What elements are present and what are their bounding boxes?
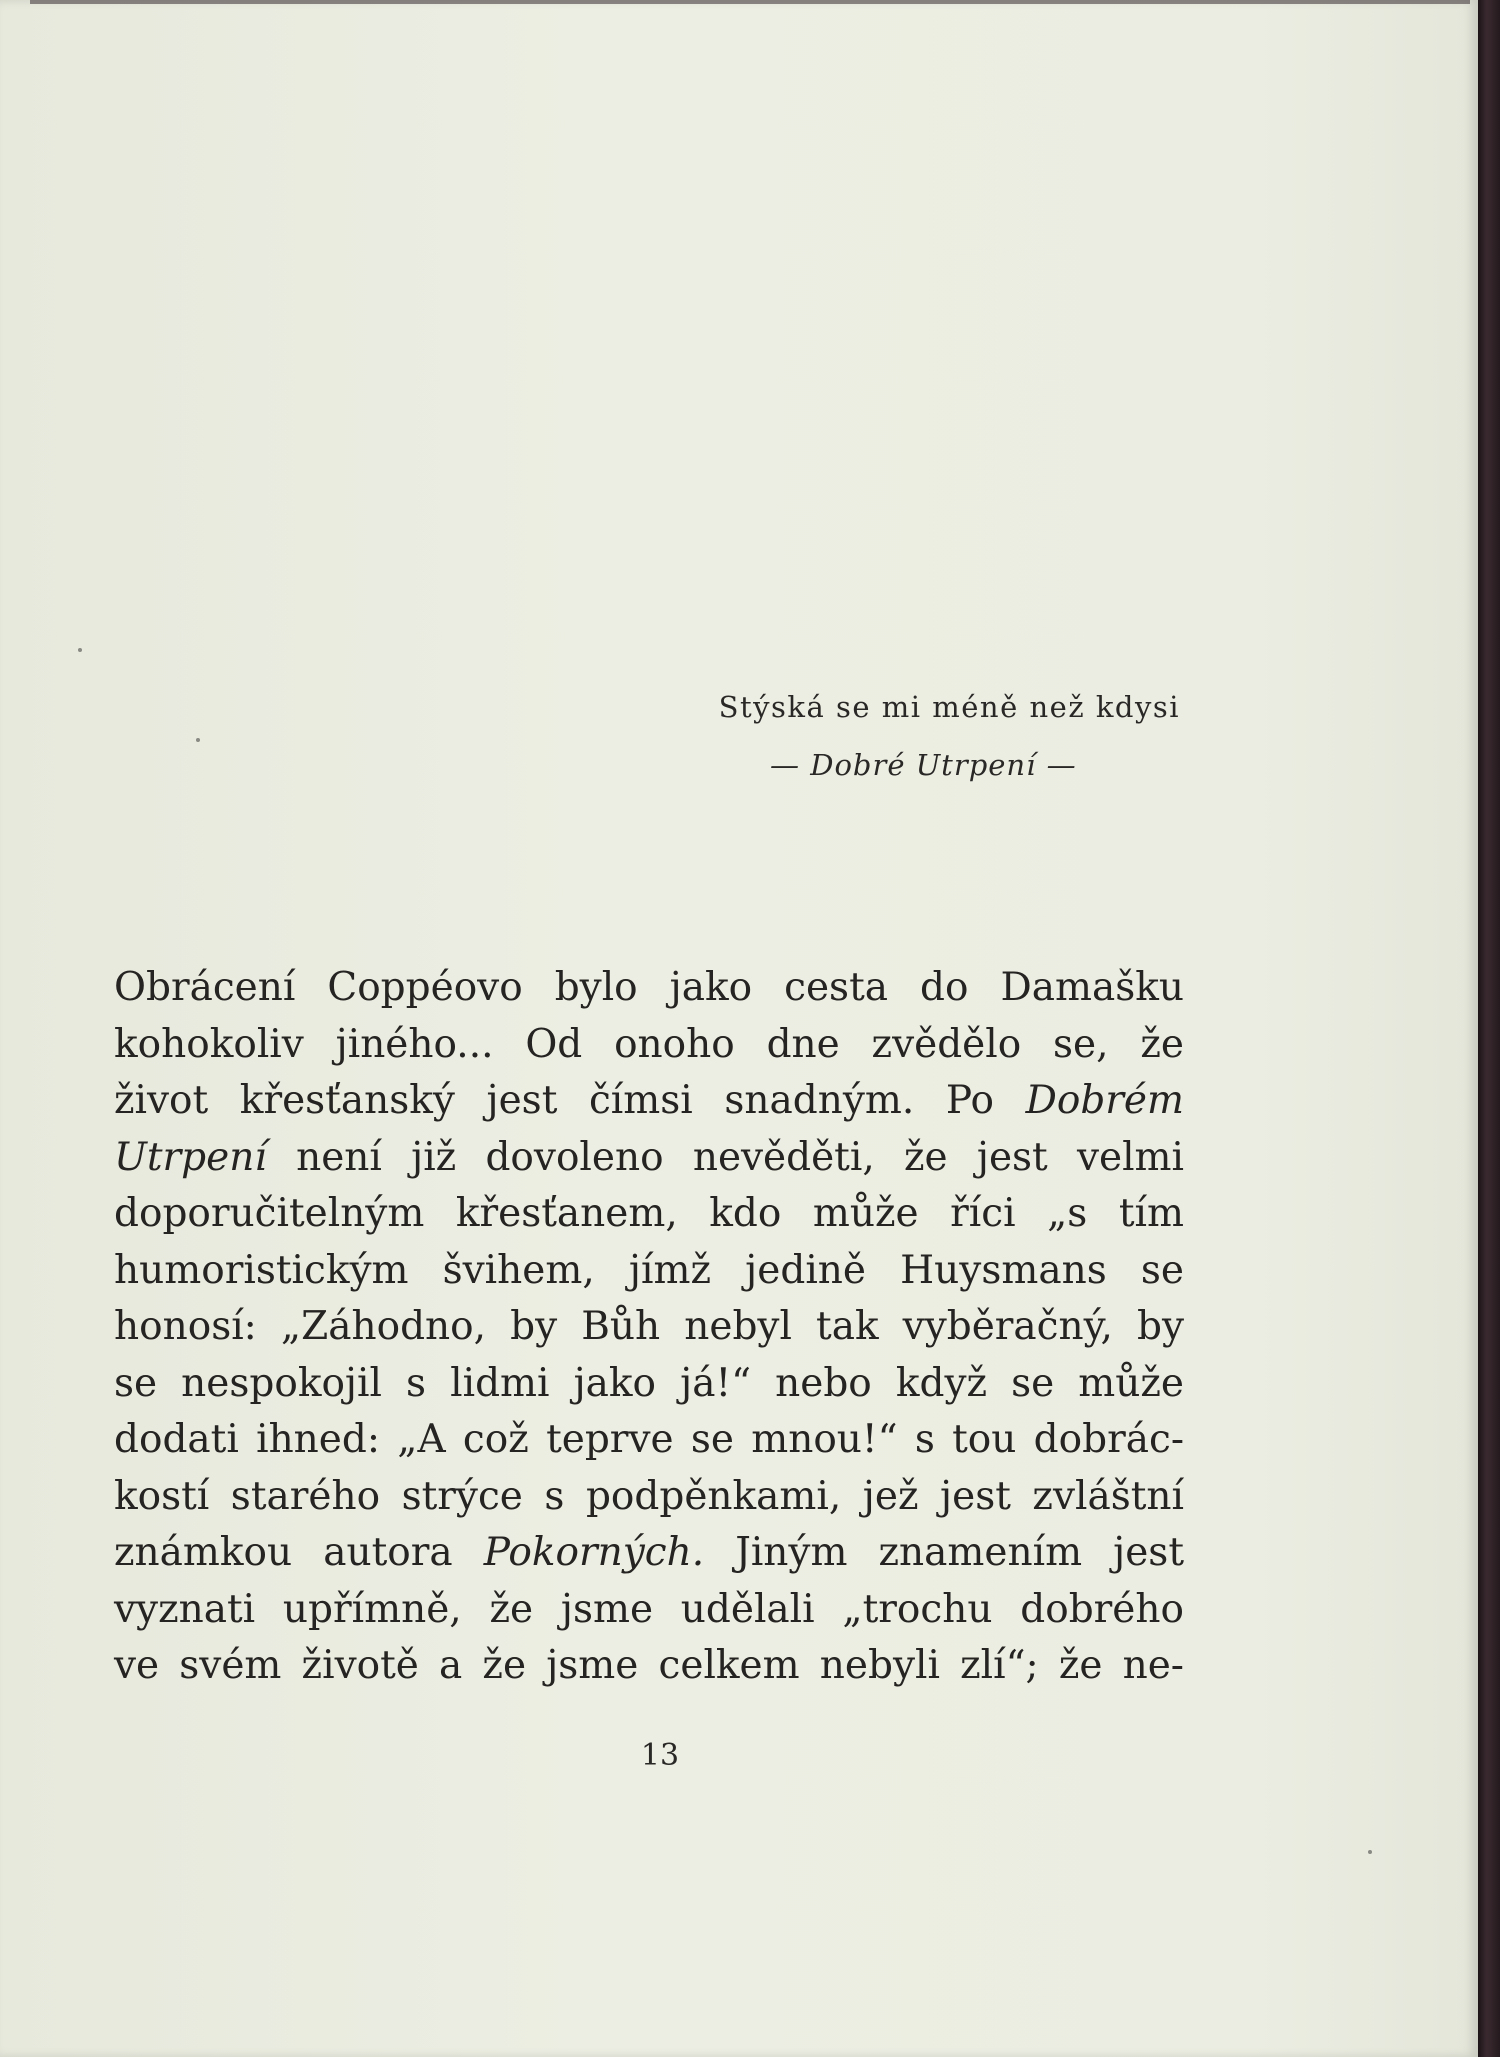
page-binding-edge — [1478, 0, 1500, 2057]
text-line — [114, 1412, 1184, 1469]
page-number: 13 — [640, 1738, 680, 1773]
text-segment: známkou autora — [114, 1530, 484, 1575]
text-segment: vyznati upřímně, že jsme udělali „trochu dobrého — [114, 1586, 1184, 1632]
epigraph-source: — Dobré Utrpení — — [770, 748, 1077, 782]
text-line — [114, 1299, 1184, 1356]
text-segment: humoristickým švihem, jímž jedině Huysmans se — [114, 1247, 1184, 1293]
speck — [78, 648, 82, 652]
text-line — [114, 1243, 1184, 1300]
text-line — [114, 1073, 1184, 1130]
text-segment: dodati ihned: „A což teprve se mnou!“ s tou dobrác- — [114, 1417, 1184, 1462]
text-line — [114, 1130, 1184, 1187]
italic-title: Pokorných. — [483, 1530, 705, 1575]
epigraph-line: Stýská se mi méně než kdysi — [718, 690, 1180, 724]
italic-title: Utrpení — [114, 1134, 267, 1180]
text-line — [114, 960, 1184, 1017]
text-segment: Jiným znamením jest — [704, 1530, 1184, 1575]
page-top-edge — [30, 0, 1470, 4]
text-line — [114, 1638, 1184, 1695]
italic-title: Dobrém — [1025, 1078, 1184, 1123]
text-line — [114, 1017, 1184, 1074]
text-line — [114, 1525, 1184, 1582]
text-line — [114, 1356, 1184, 1413]
text-segment: kostí starého strýce s podpěnkami, jež jest zvláštní — [114, 1473, 1184, 1519]
speck — [1368, 1850, 1372, 1854]
text-segment: ve svém životě a že jsme celkem nebyli zlí“; že ne- — [114, 1643, 1184, 1688]
speck — [196, 738, 200, 742]
text-segment: doporučitelným křesťanem, kdo může říci „s tím — [114, 1191, 1184, 1236]
text-segment: honosí: „Záhodno, by Bůh nebyl tak vyběračný, by — [114, 1304, 1184, 1349]
text-segment: se nespokojil s lidmi jako já!“ nebo když se může — [114, 1360, 1184, 1406]
text-segment: Obrácení Coppéovo bylo jako cesta do Damašku — [114, 965, 1184, 1010]
text-line — [114, 1582, 1184, 1639]
text-segment: život křesťanský jest čímsi snadným. Po — [114, 1078, 1026, 1123]
text-line — [114, 1469, 1184, 1526]
text-segment: kohokoliv jiného... Od onoho dne zvědělo se, že — [114, 1021, 1184, 1067]
text-segment: není již dovoleno nevěděti, že jest velmi — [266, 1134, 1184, 1180]
text-line — [114, 1186, 1184, 1243]
body-paragraph — [114, 960, 1184, 1695]
